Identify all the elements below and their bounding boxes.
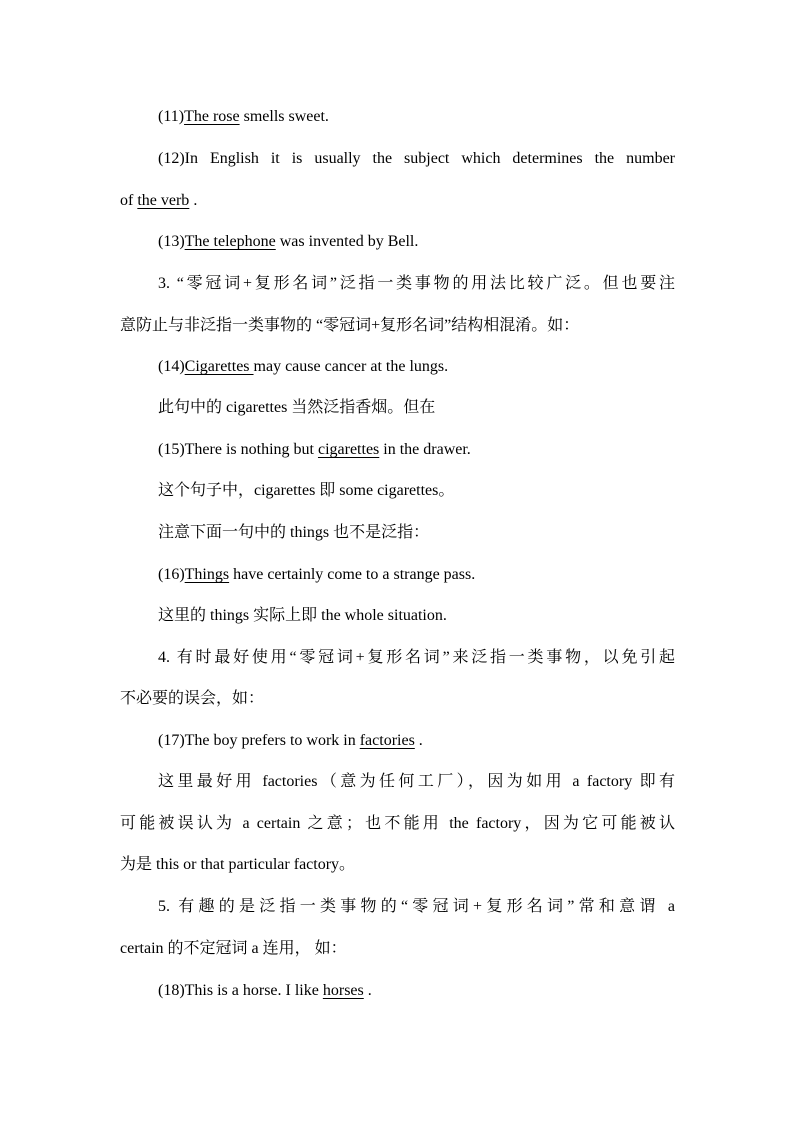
example-13-rest: was invented by Bell.	[275, 233, 419, 250]
note-15: 这个句子中，cigarettes 即 some cigarettes。	[158, 482, 455, 499]
example-18	[158, 981, 675, 1001]
note-14: 此句中的 cigarettes 当然泛指香烟。但在	[158, 399, 436, 416]
example-12-underlined-object: the verb	[137, 192, 190, 209]
example-12-line-1: (12)In English it is usually the subject which determines the number	[158, 150, 675, 167]
example-14-rest: may cause cancer at the lungs.	[253, 358, 449, 375]
example-12-prefix: of	[120, 192, 138, 209]
example-11-underlined-subject: The rose	[184, 108, 240, 125]
example-17	[158, 731, 675, 751]
example-12-suffix: .	[189, 192, 198, 209]
example-15-prefix: (15)There is nothing but	[158, 441, 318, 458]
example-14-number: (14)	[158, 358, 185, 375]
example-15-underlined-noun: cigarettes	[317, 441, 380, 458]
section-5-line-2: certain 的不定冠词 a 连用， 如：	[120, 940, 347, 957]
example-18-underlined-noun: horses	[322, 982, 364, 999]
example-16-underlined-subject: Things	[184, 566, 230, 583]
note-16-explanation: 这里的 things 实际上即 the whole situation.	[158, 607, 447, 624]
note-17-line-1: 这里最好用 factories（意为任何工厂），因为如用 a factory 即有	[158, 773, 675, 790]
example-14	[158, 357, 675, 377]
example-13-underlined-subject: The telephone	[184, 233, 276, 250]
example-13-number: (13)	[158, 233, 185, 250]
example-16	[158, 565, 675, 585]
example-18-prefix: (18)This is a horse. I like	[158, 982, 323, 999]
example-13	[158, 232, 675, 252]
example-16-number: (16)	[158, 566, 185, 583]
example-17-suffix: .	[414, 732, 423, 749]
example-17-prefix: (17)The boy prefers to work in	[158, 732, 360, 749]
example-12-line-2	[120, 191, 675, 211]
example-17-underlined-noun: factories	[359, 732, 415, 749]
example-18-suffix: .	[363, 982, 372, 999]
example-11-rest: smells sweet.	[239, 108, 329, 125]
section-4-line-1: 4. 有时最好使用“零冠词+复形名词”来泛指一类事物，以免引起	[158, 649, 675, 666]
example-15-suffix: in the drawer.	[379, 441, 471, 458]
example-11-number: (11)	[158, 108, 185, 125]
section-4-line-2: 不必要的误会，如：	[120, 690, 265, 707]
note-17-line-3: 为是 this or that particular factory。	[120, 856, 356, 873]
note-16-intro: 注意下面一句中的 things 也不是泛指：	[158, 524, 430, 541]
example-14-underlined-subject: Cigarettes	[184, 358, 254, 375]
example-15	[158, 440, 675, 460]
section-5-line-1: 5. 有趣的是泛指一类事物的“零冠词+复形名词”常和意谓 a	[158, 898, 675, 915]
example-11	[158, 107, 675, 127]
note-17-line-2: 可能被误认为 a certain 之意；也不能用 the factory，因为它可能被认	[120, 815, 675, 832]
section-3-line-2: 意防止与非泛指一类事物的 “零冠词+复形名词”结构相混淆。如：	[120, 317, 580, 334]
example-16-rest: have certainly come to a strange pass.	[229, 566, 476, 583]
section-3-line-1: 3. “零冠词+复形名词”泛指一类事物的用法比较广泛。但也要注	[158, 275, 675, 292]
